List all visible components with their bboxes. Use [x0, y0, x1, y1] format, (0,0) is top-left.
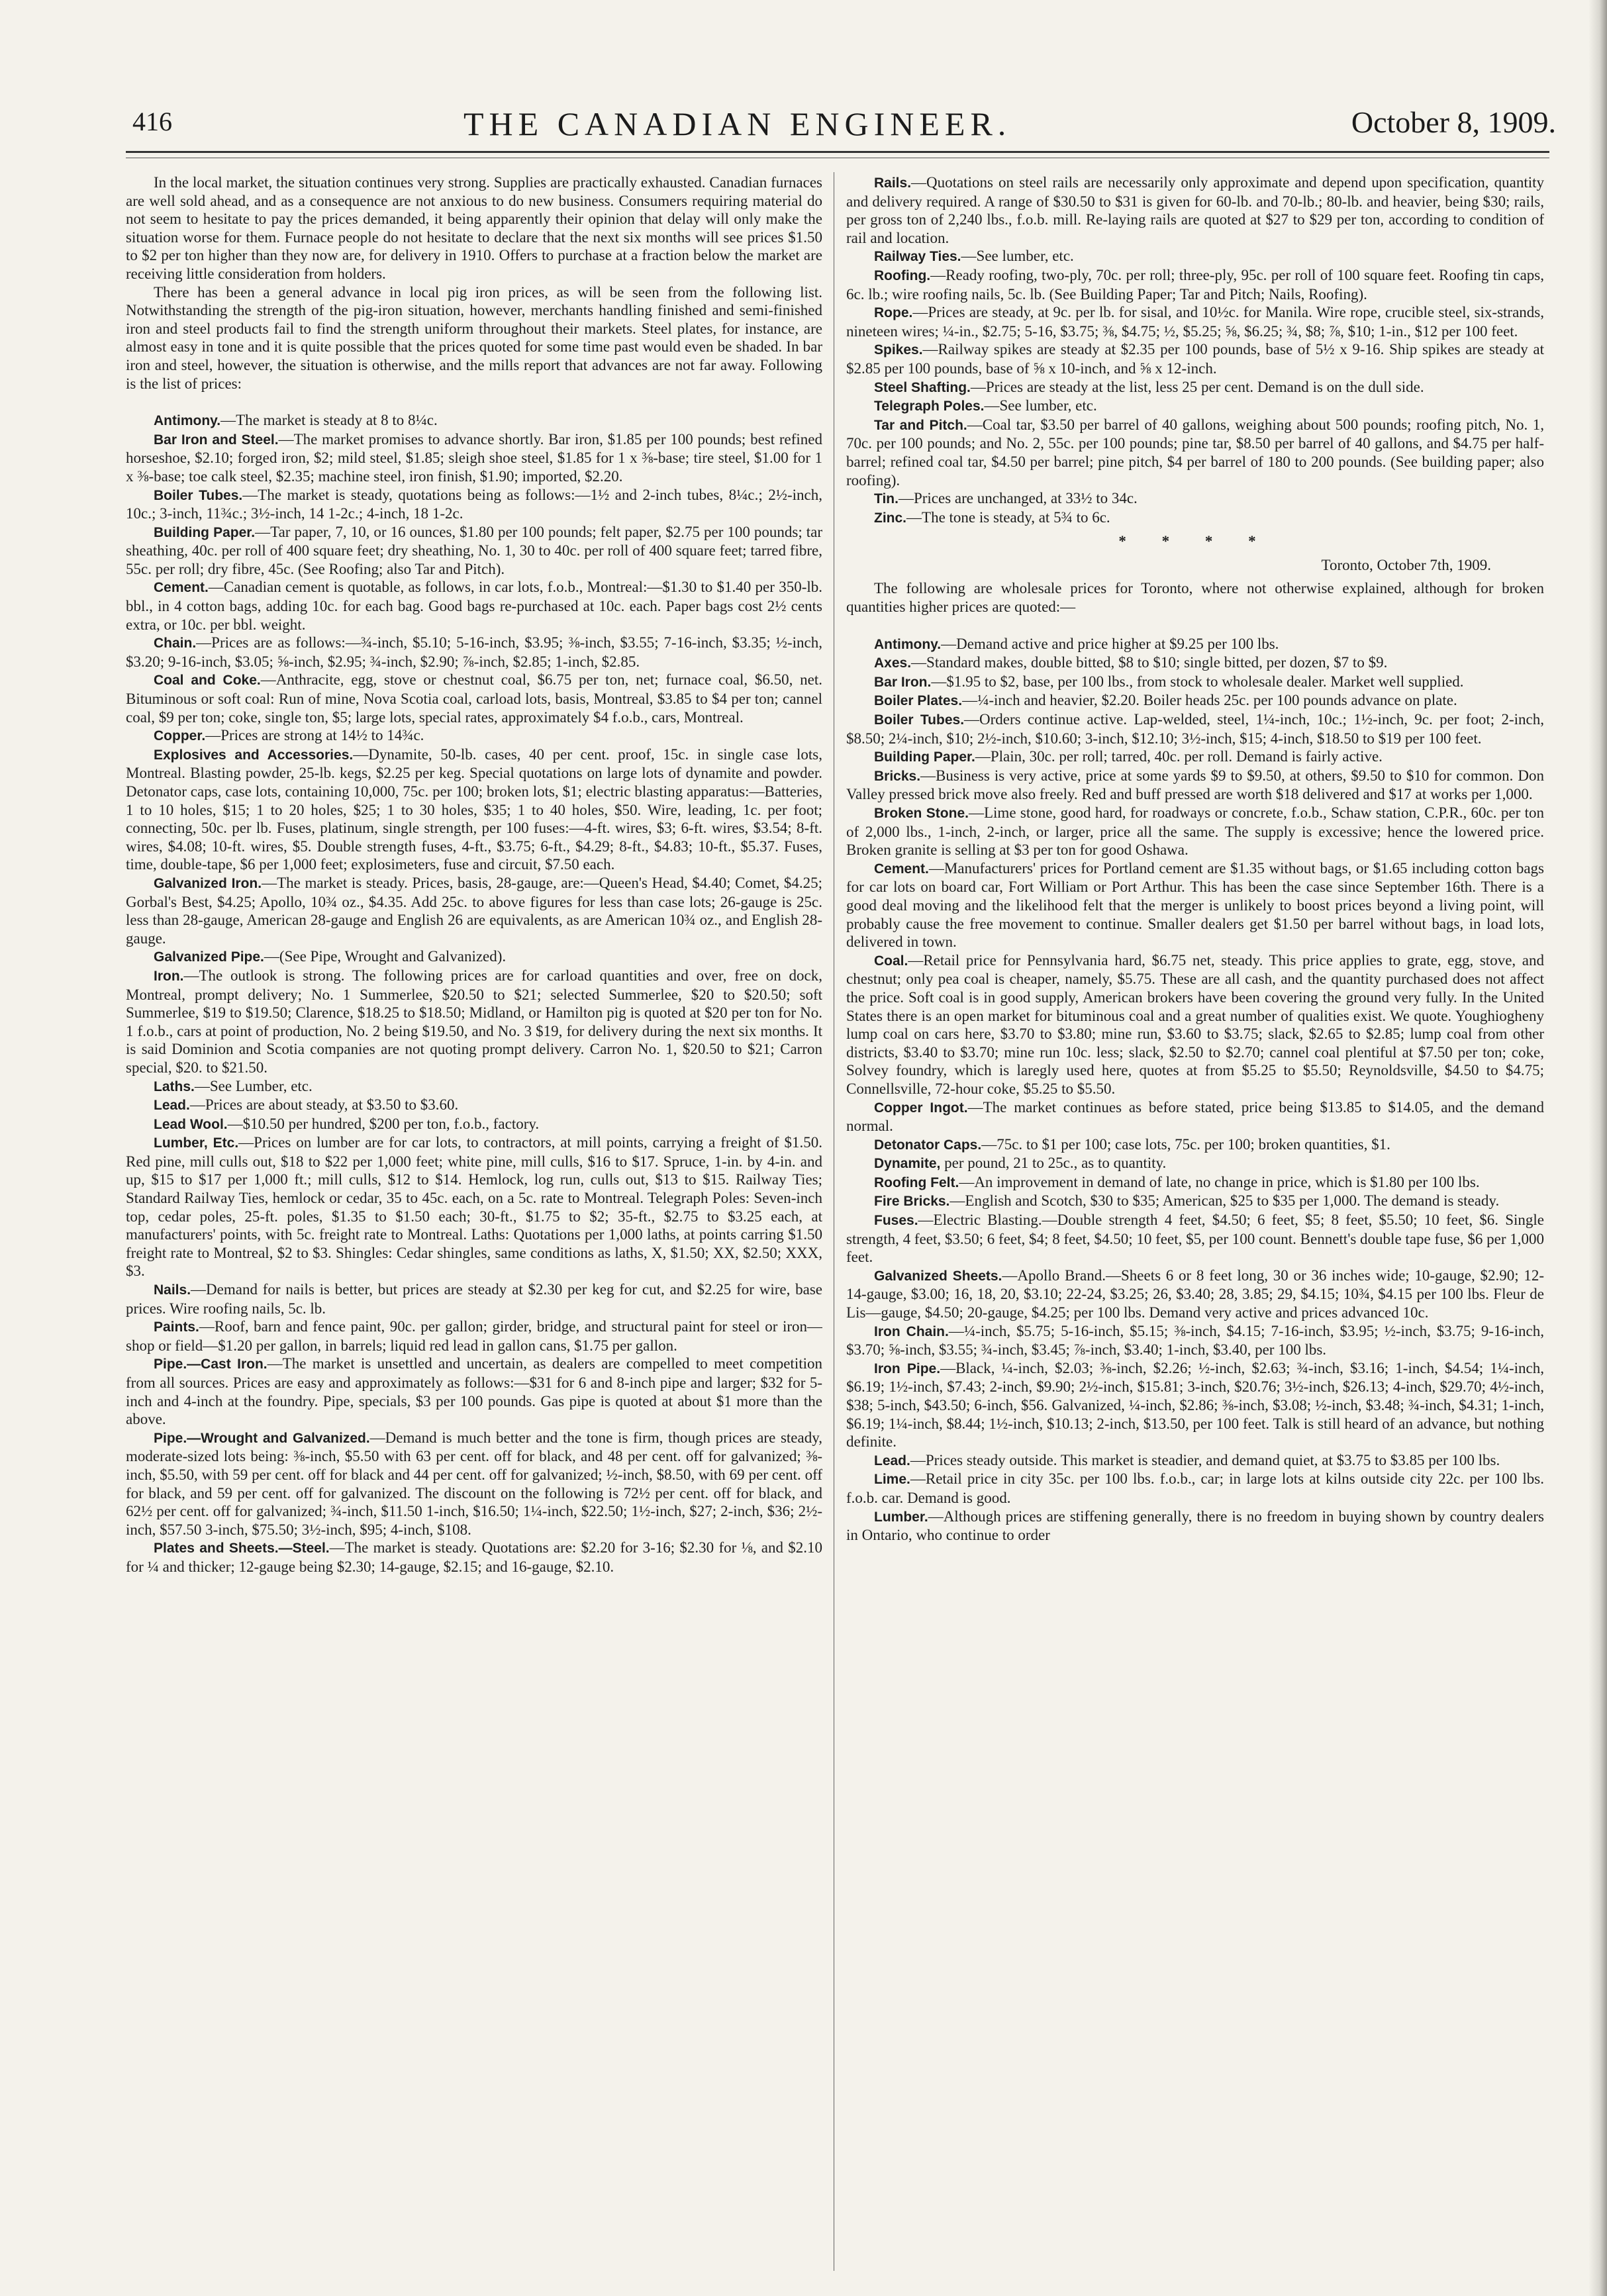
entry-title: Roofing Felt. — [874, 1174, 959, 1190]
price-entry — [126, 411, 822, 430]
entry-title: Broken Stone. — [874, 806, 969, 821]
price-entry — [846, 303, 1544, 340]
entry-title: Spikes. — [874, 342, 923, 358]
entry-text: —Standard makes, double bitted, $8 to $10; single bitted, per dozen, $7 to $9. — [911, 654, 1388, 671]
entry-title: Building Paper. — [154, 524, 256, 540]
left-column — [126, 173, 822, 2272]
entry-title: Nails. — [154, 1282, 191, 1298]
entry-text: —Demand is much better and the tone is firm, though prices are steady, moderate-sized lots being: ⅜-inch, $5.50 with 63 per cent. off for black, and 48 per cent. off for galvanized; ⅜-inch, $5.50, with 59 per cent. off for black and 44 per cent. off for galvanized; ½-inch, $8.50, with 69 per cent. off for black, and 59 per cent. off for galvanized. The discount on the following is 72½ per cent. off for black, and 62½ per cent. off for galvanized; ¾-inch, $11.50 1-inch, $16.50; 1¼-inch, $22.50; 1½-inch, $27; 2-inch, $36; 2½-inch, $57.50 3-inch, $75.50; 3½-inch, $95; 4-inch, $108. — [126, 1429, 822, 1538]
price-entry — [846, 340, 1544, 377]
price-entry — [846, 1135, 1544, 1155]
entry-text: —Railway spikes are steady at $2.35 per 100 pounds, base of 5½ x 9-16. Ship spikes are steady at $2.85 per 100 pounds, base of ⅝ x 10-inch, and ⅝ x 12-inch. — [846, 341, 1544, 377]
entry-text: —Prices are as follows:—¾-inch, $5.10; 5-16-inch, $3.95; ⅜-inch, $3.55; 7-16-inch, $3.35; ½-inch, $3.20; 9-16-inch, $3.05; ⅝-inch, $2.95; ¾-inch, $2.90; ⅞-inch, $2.85; 1-inch, $2.85. — [126, 634, 822, 670]
entry-title: Bar Iron and Steel. — [154, 432, 279, 448]
entry-title: Galvanized Sheets. — [874, 1268, 1002, 1284]
entry-title: Antimony. — [874, 636, 942, 652]
entry-text: —Lime stone, good hard, for roadways or concrete, f.o.b., Schaw station, C.P.R., 60c. per ton of 2,000 lbs., 1-inch, 2-inch, or larger, price all the same. The supply is excessive; hence the lowered price. Broken granite is selling at $3 per ton for good Oshawa. — [846, 804, 1544, 859]
price-entry — [126, 486, 822, 523]
entry-text: —$10.50 per hundred, $200 per ton, f.o.b., factory. — [227, 1115, 540, 1132]
entry-title: Roofing. — [874, 267, 931, 283]
entry-text: —Prices are steady at the list, less 25 per cent. Demand is on the dull side. — [970, 378, 1424, 395]
paragraph-gap — [126, 393, 822, 411]
entry-title: Fuses. — [874, 1213, 918, 1229]
price-entry — [126, 1096, 822, 1115]
entry-text: —Black, ¼-inch, $2.03; ⅜-inch, $2.26; ½-inch, $2.63; ¾-inch, $3.16; 1-inch, $4.54; 1¼-inch, $6.19; 1½-inch, $7.43; 2-inch, $9.90; 2½-inch, $15.81; 3-inch, $20.76; 3½-inch, $26.13; 4-inch, $29.70; 4½-inch, $38; 5-inch, $43.50; 6-inch, $56. Galvanized, ¼-inch, $2.86; ⅜-inch, $3.08; ½-inch, $3.48; ¾-inch, $4.31; 1-inch, $6.19; 1¼-inch, $8.44; 1½-inch, $10.13; 2-inch, $13.50, per 100 feet. Talk is still heard of an advance, but nothing definite. — [846, 1359, 1544, 1451]
entry-text: —$1.95 to $2, base, per 100 lbs., from stock to wholesale dealer. Market well supplied. — [931, 673, 1464, 690]
price-entry — [846, 747, 1544, 767]
price-entry — [846, 1507, 1544, 1545]
entry-title: Building Paper. — [874, 749, 975, 765]
price-entry — [126, 1317, 822, 1355]
entry-text: —Coal tar, $3.50 per barrel of 40 gallons, weighing about 500 pounds; roofing pitch, No. 1, 70c. per 100 pounds; and No. 2, 55c. per 100 pounds; pine tar, $8.50 per barrel of 40 gallons, and $4.75 per half-barrel; refined coal tar, $4.50 per barrel; pine pitch, $4 per barrel of 180 to 200 pounds. (See building paper; also roofing). — [846, 416, 1544, 489]
entry-title: Galvanized Iron. — [154, 875, 262, 891]
right-column — [846, 173, 1544, 2272]
entry-title: Fire Bricks. — [874, 1194, 950, 1210]
entry-title: Bricks. — [874, 768, 921, 784]
entry-title: Plates and Sheets.—Steel. — [154, 1541, 330, 1556]
entry-text: —The market continues as before stated, price being $13.85 to $14.05, and the demand normal. — [846, 1098, 1544, 1135]
entry-text: —¼-inch, $5.75; 5-16-inch, $5.15; ⅜-inch, $4.15; 7-16-inch, $3.95; ½-inch, $3.75; 9-16-inch, $3.70; ⅝-inch, $3.55; ¾-inch, $3.45; ⅞-inch, $3.40; 1-inch, $3.40, per 100 lbs. — [846, 1322, 1544, 1359]
entry-text: —Roof, barn and fence paint, 90c. per gallon; girder, bridge, and structural paint for steel or iron—shop or field—$1.20 per gallon, in barrels; liquid red lead in gallon cans, $1.75 per gallon. — [126, 1318, 822, 1354]
entry-text: —(See Pipe, Wrought and Galvanized). — [264, 948, 507, 965]
entry-title: Lead. — [154, 1098, 190, 1114]
price-entry — [846, 266, 1544, 303]
price-entry — [126, 634, 822, 671]
body-paragraph: In the local market, the situation continues very strong. Supplies are practically exhausted. Canadian furnaces are well sold ahead, and as a consequence are not anxious to do new business. Consumers requiring material do not seem to hesitate to pay the prices demanded, it being apparently their opinion that delay will only make the situation worse for them. Furnace people do not hesitate to declare that the next six months will see prices $1.50 to $2 per ton higher than they now are, for delivery in 1910. Offers to purchase at a fraction below the market are receiving little consideration from holders. — [126, 174, 822, 282]
price-entry — [846, 489, 1544, 508]
price-entry — [126, 726, 822, 745]
body-paragraph: There has been a general advance in local pig iron prices, as will be seen from the following list. Notwithstanding the strength of the pig-iron situation, however, merchants handling finished and semi-finished iron and steel products fail to find the strength uniform throughout their markets. Steel plates, for instance, are almost easy in tone and it is quite possible that the prices quoted for some time past would even be shaded. In bar iron and steel, however, the situation is otherwise, and the mills report that advances are not far away. Following is the list of prices: — [126, 283, 822, 392]
entry-title: Explosives and Accessories. — [154, 747, 354, 763]
price-entry — [846, 1451, 1544, 1470]
price-entry — [846, 1359, 1544, 1451]
price-entry — [846, 508, 1544, 528]
entry-title: Boiler Tubes. — [154, 487, 243, 503]
entry-title: Pipe.—Cast Iron. — [154, 1357, 268, 1372]
entry-text: per pound, 21 to 25c., as to quantity. — [940, 1155, 1167, 1172]
entry-title: Dynamite, — [874, 1156, 941, 1172]
entry-title: Detonator Caps. — [874, 1137, 982, 1153]
entry-title: Coal and Coke. — [154, 673, 261, 689]
entry-title: Rope. — [874, 305, 913, 321]
entry-text: —An improvement in demand of late, no change in price, which is $1.80 per 100 lbs. — [959, 1173, 1480, 1190]
entry-title: Chain. — [154, 636, 197, 651]
price-entry — [846, 1098, 1544, 1135]
price-entry — [846, 767, 1544, 804]
entry-title: Telegraph Poles. — [874, 399, 985, 414]
header-rule — [126, 151, 1549, 153]
body-paragraph: The following are wholesale prices for Toronto, where not otherwise explained, although for broken quantities higher prices are quoted:— — [846, 580, 1544, 616]
entry-text: —Prices are about steady, at $3.50 to $3.60. — [189, 1096, 459, 1114]
price-entry — [126, 1115, 822, 1134]
entry-title: Cement. — [874, 861, 929, 877]
entry-title: Galvanized Pipe. — [154, 949, 264, 965]
entry-title: Zinc. — [874, 510, 907, 526]
entry-title: Boiler Plates. — [874, 693, 963, 709]
price-entry — [846, 673, 1544, 692]
dateline: Toronto, October 7th, 1909. — [1321, 556, 1491, 573]
price-entry — [126, 947, 822, 967]
price-entry — [846, 173, 1544, 247]
price-entry — [126, 578, 822, 634]
price-entry — [846, 247, 1544, 266]
entry-title: Copper. — [154, 728, 206, 744]
entry-title: Axes. — [874, 655, 912, 671]
price-entry — [846, 635, 1544, 654]
paragraph-gap — [846, 616, 1544, 635]
entry-text: —Canadian cement is quotable, as follows, in car lots, f.o.b., Montreal:—$1.30 to $1.40 per 350-lb. bbl., in 4 cotton bags, adding 10c. for each bag. Good bags re-purchased at 10c. each. Paper bags cost 2½ cents extra, or 10c. per bbl. weight. — [126, 579, 822, 633]
entry-text: —Demand for nails is better, but prices are steady at $2.30 per keg for cut, and $2.25 for wire, base prices. Wire roofing nails, 5c. lb. — [126, 1281, 822, 1317]
price-entry — [846, 378, 1544, 397]
price-entry — [126, 1355, 822, 1428]
entry-text: —Prices steady outside. This market is steadier, and demand quiet, at $3.75 to $3.85 per 100 lbs. — [910, 1451, 1500, 1468]
entry-text: —75c. to $1 per 100; case lots, 75c. per 100; broken quantities, $1. — [981, 1135, 1390, 1153]
entry-title: Lead Wool. — [154, 1116, 228, 1132]
entry-text: —The market is steady, quotations being as follows:—1½ and 2-inch tubes, 8¼c.; 2½-inch, 10c.; 3-inch, 11¾c.; 3½-inch, 14 1-2c.; 4-inch, 18 1-2c. — [126, 486, 822, 522]
entry-title: Boiler Tubes. — [874, 712, 965, 728]
entry-text: —See lumber, etc. — [984, 397, 1097, 414]
entry-text: —Quotations on steel rails are necessarily only approximate and depend upon specification, quantity and delivery required. A range of $30.50 to $31 is given for 60-lb. and 70-lb.; 80-lb. and heavier, being $30; rails, per gross ton of 2,240 lbs., f.o.b. mill. Re-laying rails are quoted at $27 to $29 per ton, according to condition of rail and location. — [846, 174, 1544, 246]
page-number: 416 — [132, 107, 172, 136]
entry-text: —Retail price for Pennsylvania hard, $6.75 net, steady. This price applies to grate, egg, stove, and chestnut; only pea coal is cheaper, namely, $5.75. These are all cash, and the quantity purchased does not affect the price. Soft coal is in good supply, American brokers have been covering the ground very fully. In the United States there is an open market for bituminous coal and a great number of qualities exist. We quote. Youghiogheny lump coal on cars here, $3.70 to $3.80; mine run, $3.60 to $3.75; slack, $2.65 to $2.85; lump coal from other districts, $3.40 to $3.70; mine run 10c. less; slack, $2.50 to $2.70; cannel coal plentiful at $7.50 per ton; coke, Solvey foundry, which is laregly used here, quotes at from $5.25 to $5.50; Reynoldsville, $4.50 to $4.75; Connellsville, 72-hour coke, $5.25 to $5.50. — [846, 951, 1544, 1097]
entry-text: —Plain, 30c. per roll; tarred, 40c. per roll. Demand is fairly active. — [975, 748, 1383, 765]
price-entry — [846, 691, 1544, 710]
price-entry — [126, 671, 822, 726]
entry-text: —Tar paper, 7, 10, or 16 ounces, $1.80 per 100 pounds; felt paper, $2.75 per 100 pounds; tar sheathing, 40c. per roll of 400 square feet; dry sheathing, No. 1, 30 to 40c. per roll of 400 square feet; tarred fibre, 55c. per roll; dry fibre, 45c. (See Roofing; also Tar and Pitch). — [126, 523, 822, 577]
entry-text: —Business is very active, price at some yards $9 to $9.50, at others, $9.50 to $10 for common. Don Valley pressed brick move also freely. Red and buff pressed are worth $18 delivered and $17 at works per 1,000. — [846, 767, 1544, 803]
price-entry — [126, 1133, 822, 1280]
entry-text: —English and Scotch, $30 to $35; American, $25 to $35 per 1,000. The demand is steady. — [950, 1192, 1500, 1210]
entry-title: Tar and Pitch. — [874, 417, 967, 433]
price-entry — [126, 1077, 822, 1096]
price-entry — [846, 1322, 1544, 1359]
price-entry — [846, 859, 1544, 951]
entry-title: Iron Pipe. — [874, 1361, 941, 1376]
price-entry — [846, 397, 1544, 416]
price-entry — [126, 1429, 822, 1539]
price-entry — [846, 804, 1544, 859]
entry-title: Paints. — [154, 1319, 199, 1335]
entry-text: —Dynamite, 50-lb. cases, 40 per cent. proof, 15c. in single case lots, Montreal. Blasting powder, 25-lb. kegs, $2.25 per keg. Special quotations on large lots of dynamite and powder. Detonator caps, case lots, containing 10,000, 75c. per 100; broken lots, $1; electric blasting apparatus:—Batteries, 1 to 10 holes, $15; 1 to 20 holes, $25; 1 to 30 holes, $35; 1 to 40 holes, $50. Wire, leading, 1c. per foot; connecting, 50c. per lb. Fuses, platinum, single strength, per 100 fuses:—4-ft. wires, $3; 6-ft. wires, $3.54; 8-ft. wires, $4.08; 10-ft. wires, $5. Double strength fuses, 4-ft., $3.75; 6-ft., $4.29; 8-ft., $4.83; 10-ft., $5.37. Fuses, time, double-tape, $6 per 1,000 feet; explosimeters, fuse and circuit, $7.50 each. — [126, 745, 822, 873]
issue-date: October 8, 1909. — [1351, 105, 1556, 139]
price-entry — [846, 1470, 1544, 1507]
price-entry — [846, 1154, 1544, 1173]
entry-text: —Electric Blasting.—Double strength 4 feet, $4.50; 6 feet, $5; 8 feet, $5.50; 10 feet, $6. Single strength, 4 feet, $3.50; 6 feet, $4; 8 feet, $4.50; 10 feet, $5, per 100 count. Bennett's double tape fuse, $6 per 1,000 feet. — [846, 1212, 1544, 1266]
entry-text: —Retail price in city 35c. per 100 lbs. f.o.b., car; in large lots at kilns outside city 22c. per 100 lbs. f.o.b. car. Demand is good. — [846, 1470, 1544, 1506]
entry-title: Rails. — [874, 175, 912, 191]
price-entry — [126, 1539, 822, 1576]
price-entry — [846, 1192, 1544, 1211]
price-entry — [846, 710, 1544, 747]
entry-title: Tin. — [874, 491, 899, 507]
entry-title: Copper Ingot. — [874, 1100, 968, 1116]
entry-text: —The market promises to advance shortly. Bar iron, $1.85 per 100 pounds; best refined horseshoe, $2.10; forged iron, $2; mild steel, $1.85; sleigh shoe steel, $1.85 for 1 x ⅜-base; tire steel, $1.00 for 1 x ⅜-base; toe calk steel, $2.35; machine steel, iron finish, $1.90; imported, $2.20. — [126, 430, 822, 485]
section-separator: * * * * — [1118, 533, 1272, 550]
entry-title: Steel Shafting. — [874, 379, 971, 395]
entry-title: Railway Ties. — [874, 249, 961, 265]
price-entry — [846, 1267, 1544, 1322]
entry-text: —Orders continue active. Lap-welded, steel, 1¼-inch, 10c.; 1½-inch, 9c. per foot; 2-inch, $8.50; 2¼-inch, $10; 2½-inch, $10.60; 3-inch, $12.10; 3½-inch, $15; 4-inch, $18.50 to $19 per 100 feet. — [846, 711, 1544, 747]
entry-title: Pipe.—Wrought and Galvanized. — [154, 1430, 370, 1446]
entry-text: —Demand active and price higher at $9.25 per 100 lbs. — [941, 635, 1279, 652]
entry-text: —Apollo Brand.—Sheets 6 or 8 feet long, 30 or 36 inches wide; 10-gauge, $2.90; 12-14-gauge, $3.00; 16, 18, 20, $3.10; 22-24, $3.25; 26, $3.40; 28, 3.85; 29, $4.15; 10¾, $4.15 per 100 lbs. Fleur de Lis—gauge, $4.50; 20-gauge, $4.25; per 100 lbs. Demand very active and prices advanced 10c. — [846, 1267, 1544, 1321]
price-entry — [846, 416, 1544, 489]
entry-text: —See Lumber, etc. — [194, 1077, 313, 1094]
price-entry — [126, 1280, 822, 1317]
entry-title: Lumber. — [874, 1509, 928, 1525]
entry-title: Laths. — [154, 1078, 195, 1094]
price-entry — [126, 523, 822, 579]
entry-text: —Ready roofing, two-ply, 70c. per roll; three-ply, 95c. per roll of 100 square feet. Roofing tin caps, 6c. lb.; wire roofing nails, 5c. lb. (See Building Paper; Tar and Pitch; Nails, Roofing). — [846, 266, 1544, 303]
entry-title: Iron Chain. — [874, 1323, 949, 1339]
price-entry — [846, 951, 1544, 1098]
running-header — [132, 99, 1556, 146]
entry-text: —Prices on lumber are for car lots, to contractors, at mill points, carrying a freight of $1.50. Red pine, mill culls out, $18 to $22 per 1,000 feet; white pine, mill culls, $16 to $17. Spruce, 1-in. by 4-in. and up, $15 to $17 per 1,000 ft.; mill culls, $12 to $14. Hemlock, log run, culls out, $13 to $15. Railway Ties; Standard Railway Ties, hemlock or cedar, 35 to 45c. each, on a 5c. rate to Montreal. Telegraph Poles: Seven-inch top, cedar poles, 25-ft. poles, $1.35 to $1.50 each; 30-ft., $1.75 to $2; 35-ft., $2.75 to $3.25 each, at manufacturers' points, with 5c. freight rate to Montreal. Laths: Quotations per 1,000 laths, at points carring $1.50 freight rate to Montreal, $2 to $3. Shingles: Cedar shingles, same conditions as laths, X, $1.50; XX, $2.50; XXX, $3. — [126, 1134, 822, 1280]
entry-title: Lead. — [874, 1453, 910, 1468]
entry-text: —The market is steady at 8 to 8¼c. — [220, 412, 438, 429]
entry-text: —Prices are strong at 14½ to 14¾c. — [205, 727, 424, 744]
price-entry — [846, 1173, 1544, 1192]
entry-title: Lime. — [874, 1472, 910, 1488]
entry-text: —Anthracite, egg, stove or chestnut coal, $6.75 per ton, net; furnace coal, $6.50, net. Bituminous or soft coal: Run of mine, Nova Scotia coal, carload lots, basis, Montreal, $3.85 to $4 per ton; cannel coal, $9 per ton; coke, single ton, $5; large lots, special rates, approximately $4 f.o.b., cars, Montreal. — [126, 671, 822, 726]
entry-text: —¼-inch and heavier, $2.20. Boiler heads 25c. per 100 pounds advance on plate. — [962, 692, 1457, 709]
entry-text: —Prices are steady, at 9c. per lb. for sisal, and 10½c. for Manila. Wire rope, crucible steel, six-strands, nineteen wires; ¼-in., $2.75; 5-16, $3.75; ⅜, $4.75; ½, $5.25; ⅝, $6.25; ¾, $8; ⅞, $10; 1-in., $12 per 100 feet. — [846, 304, 1544, 340]
entry-text: —The outlook is strong. The following prices are for carload quantities and over, free on dock, Montreal, prompt delivery; No. 1 Summerlee, $20.50 to $21; selected Summerlee, $20 to $20.50; soft Summerlee, $19 to $19.50; Clarence, $18.25 to $18.50; Midland, or Hamilton pig is quoted at $20 per ton for No. 1 f.o.b., cars at point of production, No. 2 being $19.50, and No. 3 $19, for delivery during the next six months. It is said Dominion and Scotia companies are not quoting prompt delivery. Carron No. 1, $20.50 to $21; Carron special, $20. to $21.50. — [126, 967, 822, 1076]
journal-title: THE CANADIAN ENGINEER. — [463, 105, 1012, 142]
entry-title: Coal. — [874, 953, 908, 969]
entry-title: Lumber, Etc. — [154, 1135, 239, 1151]
entry-title: Bar Iron. — [874, 674, 932, 690]
price-entry — [126, 745, 822, 874]
entry-text: —The market is steady. Quotations are: $2.20 for 3-16; $2.30 for ⅛, and $2.10 for ¼ and thicker; 12-gauge being $2.30; 14-gauge, $2.15; and 16-gauge, $2.10. — [126, 1539, 822, 1575]
entry-title: Cement. — [154, 580, 209, 596]
entry-text: —Although prices are stiffening generally, there is no freedom in buying shown by country dealers in Ontario, who continue to order — [846, 1507, 1544, 1544]
page-binding-shadow — [1588, 0, 1607, 2296]
entry-text: —The tone is steady, at 5¾ to 6c. — [906, 508, 1110, 526]
entry-text: —Manufacturers' prices for Portland cement are $1.35 without bags, or $1.65 including cotton bags for car lots on board car, Fort William or Port Arthur. This has been the case since September 16th. There is a good deal moving and the likelihood felt that the merger is unlikely to boost prices beyond a living point, will probably cause the free movement to continue. Smaller dealers get $1.50 per barrel without bags, in load lots, delivered in town. — [846, 859, 1544, 951]
entry-text: —The market is unsettled and uncertain, as dealers are compelled to meet competition from all sources. Prices are easy and approximately as follows:—$31 for 6 and 8-inch pipe and larger; $32 for 5-inch and 4-inch at the foundry. Pipe, specials, $3 per 100 pounds. Gas pipe is quoted at about $1 more than the above. — [126, 1355, 822, 1428]
price-entry — [126, 967, 822, 1077]
entry-text: —The market is steady. Prices, basis, 28-gauge, are:—Queen's Head, $4.40; Comet, $4.25; Gorbal's Best, $4.25; Apollo, 10¾ oz., $4.35. Add 25c. to above figures for less than case lots; 26-gauge is 25c. less than 28-gauge, American 28-gauge and English 26 are equivalents, as are American 10¾ oz., and English 28-gauge. — [126, 874, 822, 947]
entry-title: Iron. — [154, 968, 184, 984]
entry-text: —See lumber, etc. — [961, 248, 1074, 265]
price-entry — [846, 653, 1544, 673]
entry-text: —Prices are unchanged, at 33½ to 34c. — [898, 490, 1138, 507]
price-entry — [126, 874, 822, 947]
price-entry — [126, 430, 822, 486]
price-entry — [846, 1211, 1544, 1267]
entry-title: Antimony. — [154, 413, 221, 429]
